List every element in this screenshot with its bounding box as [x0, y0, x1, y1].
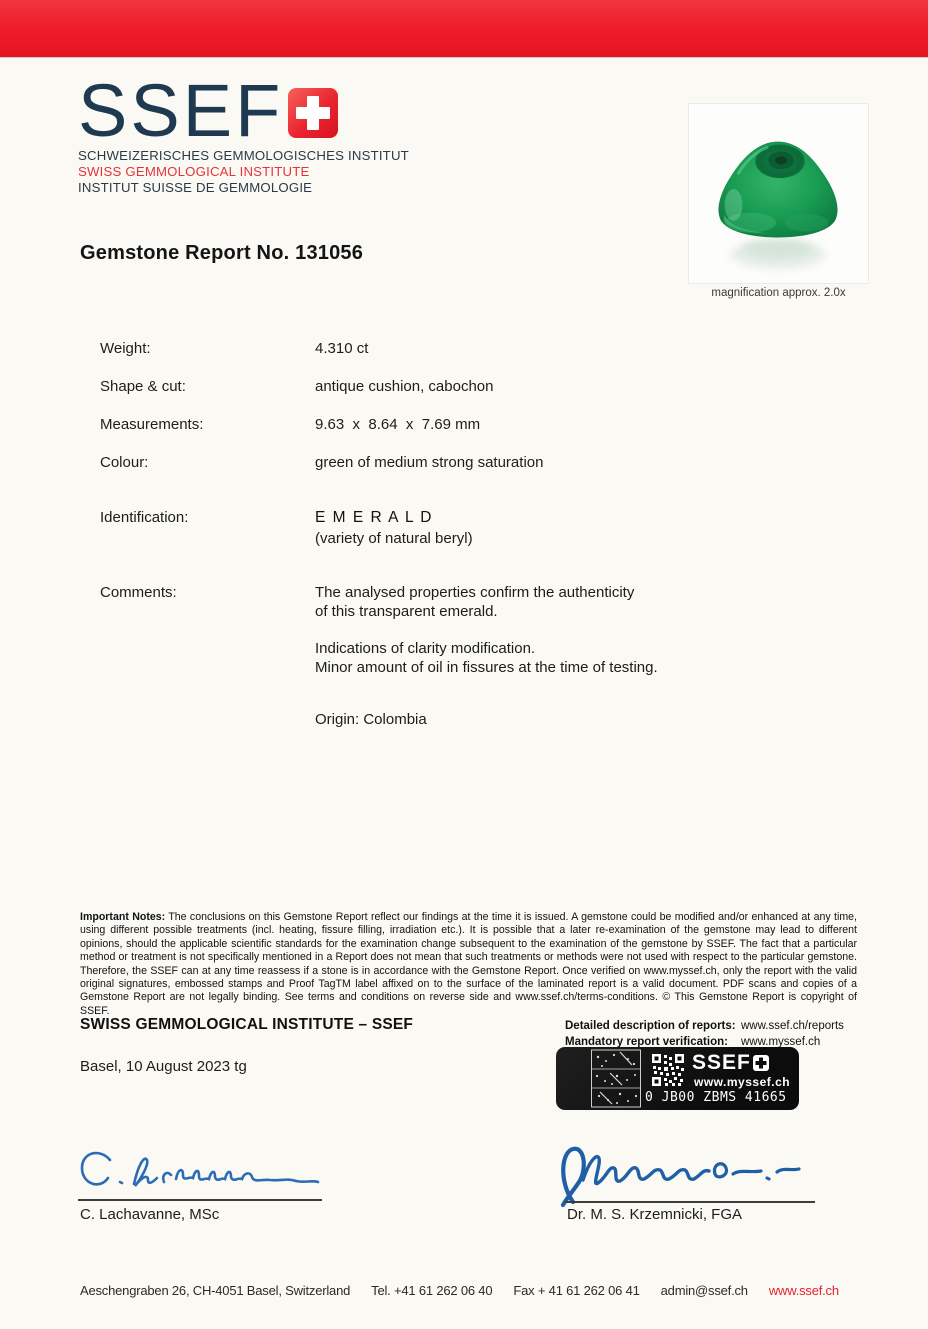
spec-label: Shape & cut:	[100, 378, 186, 395]
signature-lachavanne	[72, 1146, 328, 1202]
verification-link-url: www.myssef.ch	[741, 1035, 821, 1048]
spec-row-shape	[100, 378, 543, 416]
spec-value: 4.310 ct	[315, 340, 369, 357]
spec-table	[100, 340, 543, 492]
comments-section	[100, 584, 658, 730]
seclabel-cross-icon	[753, 1055, 769, 1071]
tagline-english: SWISS GEMMOLOGICAL INSTITUTE	[78, 163, 310, 179]
signature-line-left	[78, 1199, 322, 1201]
qr-code-icon	[652, 1054, 684, 1086]
footer-fax: Fax + 41 61 262 06 41	[513, 1283, 640, 1298]
gemstone-photo	[688, 103, 869, 284]
identification-section	[100, 509, 473, 547]
tagline-french: INSTITUT SUISSE DE GEMMOLOGIE	[78, 179, 313, 195]
seclabel-brand: SSEF	[692, 1051, 751, 1074]
verification-link-label: Mandatory report verification:	[565, 1035, 728, 1048]
signature-line-right	[565, 1201, 815, 1203]
spec-label: Measurements:	[100, 416, 204, 433]
origin-line: Origin: Colombia	[315, 711, 427, 728]
seclabel-url: www.myssef.ch	[694, 1075, 791, 1089]
identification-subvalue: (variety of natural beryl)	[315, 530, 473, 547]
comments-label: Comments:	[100, 584, 177, 601]
security-hologram-label	[556, 1047, 799, 1110]
footer-address: Aeschengraben 26, CH-4051 Basel, Switzerland	[80, 1283, 351, 1298]
important-notes-text: The conclusions on this Gemstone Report reflect our findings at the time it is issued. A gemstone could be modified and/or enhanced at any time, using different possible treatments (incl. heating, fissure filling, irradiation etc.). It is possible that a later re-examination of the gemstone may lead to different opinions, should the applicable scientific standards for the examination change subsequent to the examination of the gemstone by SSEF. The fact that a particular method or treatment is not specifically mentioned in a Report does not mean that such treatments or methods were not used with respect to the particular gemstone. Therefore, the SSEF can at any time reassess if a stone is in accordance with the Gemstone Report. Once verified on www.myssef.ch, only the report with the valid original signatures, embossed stamps and Proof TagTM label affixed on to the surface of the laminated report is a valid document. PDF scans and copies of a Gemstone Report are not legally binding. See terms and conditions on reverse side and www.ssef.ch/terms-conditions. © This Gemstone Report is copyright of SSEF.	[80, 911, 857, 1017]
footer-tel: Tel. +41 61 262 06 40	[371, 1283, 493, 1298]
report-title: Gemstone Report No. 131056	[80, 242, 364, 264]
comment-line: Indications of clarity modification.	[315, 640, 536, 657]
hologram-pattern	[590, 1049, 642, 1108]
footer-email: admin@ssef.ch	[660, 1283, 748, 1298]
signatory-left-name: C. Lachavanne, MSc	[80, 1206, 220, 1223]
signature-krzemnicki	[543, 1138, 827, 1208]
footer-website: www.ssef.ch	[768, 1283, 839, 1298]
emerald-cabochon-image	[689, 104, 868, 283]
comment-line: of this transparent emerald.	[315, 602, 498, 620]
ssef-logo	[78, 69, 409, 195]
spec-row-colour	[100, 454, 543, 492]
important-notes	[80, 911, 857, 1018]
spec-value: 9.63 x 8.64 x 7.69 mm	[315, 416, 481, 433]
spec-label: Colour:	[100, 454, 149, 471]
photo-caption: magnification approx. 2.0x	[711, 287, 846, 299]
spec-row-measurements	[100, 416, 543, 454]
tagline-german: SCHWEIZERISCHES GEMMOLOGISCHES INSTITUT	[78, 148, 409, 163]
comment-line: Minor amount of oil in fissures at the time of testing.	[315, 658, 658, 676]
spec-label: Weight:	[100, 340, 151, 357]
spec-value: antique cushion, cabochon	[315, 378, 494, 395]
reports-link-url: www.ssef.ch/reports	[741, 1020, 844, 1032]
ssef-logo-text: SSEF	[78, 69, 284, 152]
spec-row-weight	[100, 340, 543, 378]
comment-line: The analysed properties confirm the authenticity	[315, 584, 635, 601]
reports-link-label: Detailed description of reports:	[565, 1020, 736, 1032]
spec-value: green of medium strong saturation	[315, 454, 544, 471]
top-red-band	[0, 0, 928, 57]
identification-value: E M E R A L D	[315, 509, 433, 526]
seclabel-code: 0 JB00 ZBMS 41665	[645, 1090, 787, 1105]
signatory-right-name: Dr. M. S. Krzemnicki, FGA	[567, 1206, 743, 1223]
identification-label: Identification:	[100, 509, 189, 526]
place-date: Basel, 10 August 2023 tg	[80, 1058, 247, 1075]
swiss-cross-icon	[288, 88, 338, 138]
footer-contact	[80, 1283, 870, 1298]
institute-name: SWISS GEMMOLOGICAL INSTITUTE – SSEF	[80, 1016, 414, 1033]
important-notes-label: Important Notes:	[80, 911, 166, 923]
verification-links	[565, 1019, 844, 1050]
